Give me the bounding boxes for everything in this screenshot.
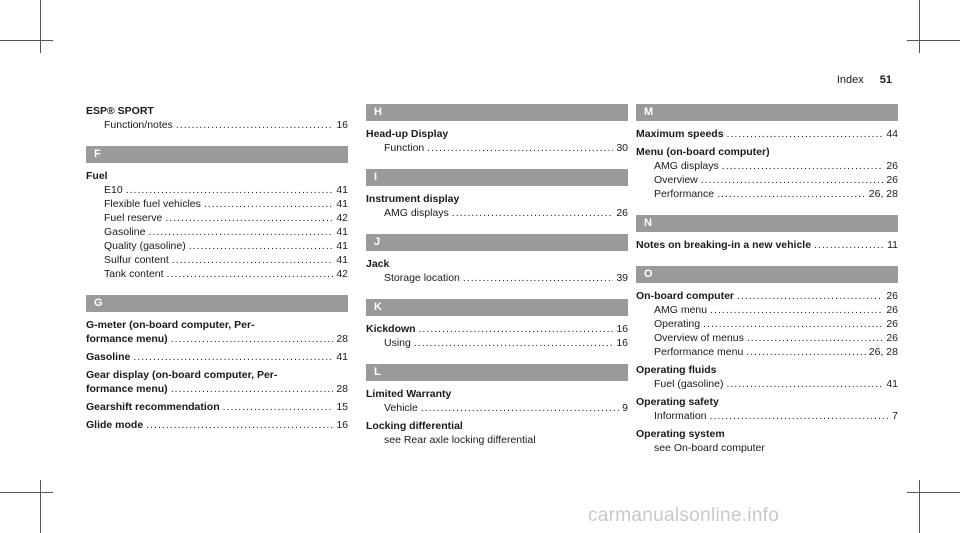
- sub-entry[interactable]: [366, 433, 628, 447]
- entry-heading-line: G-meter (on-board computer, Per-: [86, 319, 255, 331]
- sub-entry-text: Performance menu: [654, 346, 744, 358]
- crop-mark: [0, 40, 53, 41]
- entry-heading-text: Instrument display: [366, 193, 460, 205]
- index-section: [86, 146, 348, 281]
- section-letter: F: [86, 146, 348, 163]
- sub-entry-text: Gasoline: [104, 226, 146, 238]
- page-ref[interactable]: 26: [886, 290, 898, 302]
- section-letter: K: [366, 299, 628, 316]
- leader-dots: [126, 183, 334, 197]
- index-entry: [86, 400, 348, 414]
- page-ref[interactable]: 26: [886, 304, 898, 316]
- crop-mark: [907, 40, 960, 41]
- sub-entry-text: Function: [384, 142, 425, 154]
- page-ref[interactable]: 28: [336, 383, 348, 395]
- index-section: [636, 104, 898, 201]
- sub-entry[interactable]: [636, 317, 898, 331]
- entry-heading-text: Gasoline: [86, 351, 131, 363]
- sub-entry[interactable]: [636, 441, 898, 455]
- entry-heading-line: Gear display (on-board computer, Per-: [86, 369, 278, 381]
- index-section: [636, 266, 898, 455]
- entry-heading[interactable]: [366, 419, 628, 433]
- sub-entry[interactable]: [636, 377, 898, 391]
- section-letter: M: [636, 104, 898, 121]
- entry-heading-text: ESP® SPORT: [86, 105, 154, 117]
- page-ref[interactable]: 26: [886, 318, 898, 330]
- index-section: [366, 364, 628, 447]
- section-letter: J: [366, 234, 628, 251]
- page-number: 51: [879, 74, 892, 86]
- leader-dots: [747, 331, 883, 345]
- index-entry: [366, 257, 628, 285]
- section-letter: O: [636, 266, 898, 283]
- sub-entry-text: Overview: [654, 174, 698, 186]
- index-entry: [86, 418, 348, 432]
- leader-dots: [223, 400, 334, 414]
- sub-entry[interactable]: [636, 159, 898, 173]
- leader-dots: [148, 225, 333, 239]
- index-entry: [636, 145, 898, 201]
- leader-dots: [722, 159, 884, 173]
- sub-entry-text: Flexible fuel vehicles: [104, 198, 201, 210]
- index-section: [366, 299, 628, 350]
- entry-heading[interactable]: [636, 145, 898, 159]
- entry-heading[interactable]: [86, 169, 348, 183]
- page-ref[interactable]: 26, 28: [868, 188, 898, 200]
- index-section: [86, 295, 348, 432]
- entry-heading-text: Operating safety: [636, 396, 719, 408]
- page-ref[interactable]: 16: [616, 323, 628, 335]
- entry-heading-text: Locking differential: [366, 420, 463, 432]
- sub-entry-text: Overview of menus: [654, 332, 744, 344]
- page-ref[interactable]: 42: [336, 268, 348, 280]
- index-section: [366, 234, 628, 285]
- leader-dots: [710, 409, 890, 423]
- index-entry: [636, 127, 898, 141]
- crop-mark: [907, 492, 960, 493]
- leader-dots: [701, 173, 884, 187]
- page-ref[interactable]: 41: [336, 184, 348, 196]
- index-title: Index: [836, 74, 864, 86]
- index-entry: [636, 363, 898, 391]
- entry-heading[interactable]: [86, 418, 348, 432]
- page-ref[interactable]: 16: [616, 337, 628, 349]
- entry-heading[interactable]: [636, 289, 898, 303]
- leader-dots: [452, 206, 614, 220]
- leader-dots: [421, 401, 619, 415]
- index-entry: [86, 350, 348, 364]
- entry-heading[interactable]: [86, 400, 348, 414]
- entry-heading-text: Operating fluids: [636, 364, 717, 376]
- page-ref[interactable]: 41: [886, 378, 898, 390]
- page-ref[interactable]: 15: [336, 401, 348, 413]
- leader-dots: [746, 345, 866, 359]
- index-section: [366, 104, 628, 155]
- index-entry: [86, 104, 348, 132]
- entry-heading-text: On-board computer: [636, 290, 735, 302]
- entry-heading-text: formance menu): [86, 333, 168, 345]
- sub-entry[interactable]: [86, 225, 348, 239]
- page-ref[interactable]: 26: [616, 207, 628, 219]
- sub-entry-text: Vehicle: [384, 402, 418, 414]
- sub-entry-text: AMG displays: [654, 160, 719, 172]
- leader-dots: [204, 197, 333, 211]
- entry-heading-text: Operating system: [636, 428, 725, 440]
- entry-heading[interactable]: [636, 395, 898, 409]
- leader-dots: [171, 382, 334, 396]
- sub-entry-text: see On-board computer: [654, 442, 765, 454]
- index-entry: [366, 192, 628, 220]
- sub-entry-text: Using: [384, 337, 411, 349]
- leader-dots: [703, 317, 883, 331]
- entry-heading[interactable]: [636, 238, 898, 252]
- leader-dots: [167, 267, 334, 281]
- entry-heading-text: Menu (on-board computer): [636, 146, 770, 158]
- leader-dots: [463, 271, 613, 285]
- section-letter: I: [366, 169, 628, 186]
- entry-heading-text: Limited Warranty: [366, 388, 452, 400]
- entry-heading[interactable]: [366, 257, 628, 271]
- sub-entry[interactable]: [86, 197, 348, 211]
- page-ref[interactable]: 44: [886, 128, 898, 140]
- index-entry: [636, 289, 898, 359]
- page-ref[interactable]: 28: [336, 333, 348, 345]
- leader-dots: [737, 289, 883, 303]
- leader-dots: [427, 141, 613, 155]
- watermark: carmanualsonline.info: [588, 505, 780, 526]
- entry-heading[interactable]: [86, 104, 348, 118]
- leader-dots: [414, 336, 613, 350]
- page-ref[interactable]: 26: [886, 160, 898, 172]
- page-ref[interactable]: 9: [622, 402, 628, 414]
- page-ref[interactable]: 41: [336, 240, 348, 252]
- section-letter: H: [366, 104, 628, 121]
- sub-entry-text: Tank content: [104, 268, 164, 280]
- sub-entry-text: Sulfur content: [104, 254, 169, 266]
- leader-dots: [726, 377, 883, 391]
- index-entry: [86, 368, 348, 396]
- index-entry: [86, 169, 348, 281]
- sub-entry-text: Operating: [654, 318, 701, 330]
- sub-entry[interactable]: [86, 253, 348, 267]
- entry-heading[interactable]: [86, 332, 348, 346]
- sub-entry[interactable]: [86, 239, 348, 253]
- sub-entry[interactable]: [86, 183, 348, 197]
- sub-entry[interactable]: [636, 187, 898, 201]
- page-ref[interactable]: 41: [336, 254, 348, 266]
- index-section: [366, 169, 628, 220]
- page-ref[interactable]: 26, 28: [868, 346, 898, 358]
- sub-entry[interactable]: [636, 409, 898, 423]
- crop-mark: [40, 480, 41, 533]
- index-entry: [366, 419, 628, 447]
- entry-heading[interactable]: [636, 363, 898, 377]
- page-ref[interactable]: 7: [892, 410, 898, 422]
- sub-entry[interactable]: [636, 345, 898, 359]
- sub-entry-text: AMG displays: [384, 207, 449, 219]
- leader-dots: [727, 127, 884, 141]
- entry-heading-text: Maximum speeds: [636, 128, 724, 140]
- entry-heading[interactable]: [86, 350, 348, 364]
- sub-entry[interactable]: [366, 336, 628, 350]
- sub-entry[interactable]: [86, 267, 348, 281]
- sub-entry[interactable]: [636, 173, 898, 187]
- entry-heading[interactable]: [636, 427, 898, 441]
- leader-dots: [189, 239, 334, 253]
- leader-dots: [710, 303, 883, 317]
- index-section: [636, 215, 898, 252]
- leader-dots: [814, 238, 884, 252]
- entry-heading-text: Glide mode: [86, 419, 144, 431]
- page-ref[interactable]: 41: [336, 351, 348, 363]
- entry-heading-text: Kickdown: [366, 323, 416, 335]
- sub-entry[interactable]: [366, 401, 628, 415]
- page-ref[interactable]: 41: [336, 198, 348, 210]
- entry-heading-text: Fuel: [86, 170, 108, 182]
- entry-heading-text: Head-up Display: [366, 128, 449, 140]
- sub-entry[interactable]: [366, 271, 628, 285]
- page-ref[interactable]: 42: [336, 212, 348, 224]
- entry-heading-text: Notes on breaking-in a new vehicle: [636, 239, 812, 251]
- crop-mark: [0, 492, 53, 493]
- entry-heading[interactable]: [366, 127, 628, 141]
- index-entry: [636, 427, 898, 455]
- sub-entry[interactable]: [636, 303, 898, 317]
- index-entry: [366, 387, 628, 415]
- leader-dots: [133, 350, 333, 364]
- index-entry: [366, 127, 628, 155]
- page-ref[interactable]: 41: [336, 226, 348, 238]
- crop-mark: [40, 0, 41, 53]
- sub-entry-text: Storage location: [384, 272, 460, 284]
- sub-entry-text: Information: [654, 410, 707, 422]
- leader-dots: [176, 118, 333, 132]
- entry-heading-text: Gearshift recommendation: [86, 401, 220, 413]
- index-entry: [636, 395, 898, 423]
- crop-mark: [919, 480, 920, 533]
- section-letter: G: [86, 295, 348, 312]
- leader-dots: [146, 418, 333, 432]
- sub-entry-text: see Rear axle locking differential: [384, 434, 536, 446]
- entry-heading[interactable]: [366, 192, 628, 206]
- sub-entry-text: Quality (gasoline): [104, 240, 186, 252]
- page-ref[interactable]: 26: [886, 332, 898, 344]
- index-entry: [366, 322, 628, 350]
- index-section: [86, 104, 348, 132]
- entry-heading-text: Jack: [366, 258, 390, 270]
- entry-heading[interactable]: [86, 382, 348, 396]
- crop-mark: [919, 0, 920, 53]
- page-ref[interactable]: 39: [616, 272, 628, 284]
- sub-entry-text: Performance: [654, 188, 715, 200]
- leader-dots: [419, 322, 614, 336]
- index-column-1: [86, 104, 348, 446]
- leader-dots: [171, 332, 334, 346]
- page-ref[interactable]: 16: [336, 119, 348, 131]
- sub-entry-text: Fuel reserve: [104, 212, 163, 224]
- sub-entry[interactable]: [86, 211, 348, 225]
- entry-heading[interactable]: [366, 387, 628, 401]
- section-letter: N: [636, 215, 898, 232]
- sub-entry-text: E10: [104, 184, 123, 196]
- leader-dots: [717, 187, 866, 201]
- sub-entry-text: AMG menu: [654, 304, 708, 316]
- sub-entry-text: Function/notes: [104, 119, 173, 131]
- page-ref[interactable]: 26: [886, 174, 898, 186]
- index-entry: [86, 318, 348, 346]
- index-entry: [636, 238, 898, 252]
- leader-dots: [172, 253, 334, 267]
- sub-entry-text: Fuel (gasoline): [654, 378, 724, 390]
- page-ref[interactable]: 16: [336, 419, 348, 431]
- page-ref[interactable]: 30: [616, 142, 628, 154]
- sub-entry[interactable]: [86, 118, 348, 132]
- index-column-3: [636, 104, 898, 469]
- index-column-2: [366, 104, 628, 461]
- section-letter: L: [366, 364, 628, 381]
- page-header: [837, 74, 892, 86]
- leader-dots: [165, 211, 333, 225]
- entry-heading[interactable]: [366, 322, 628, 336]
- entry-heading-text: formance menu): [86, 383, 168, 395]
- page-ref[interactable]: 11: [887, 239, 898, 251]
- sub-entry[interactable]: [366, 141, 628, 155]
- sub-entry[interactable]: [366, 206, 628, 220]
- entry-heading[interactable]: [636, 127, 898, 141]
- sub-entry[interactable]: [636, 331, 898, 345]
